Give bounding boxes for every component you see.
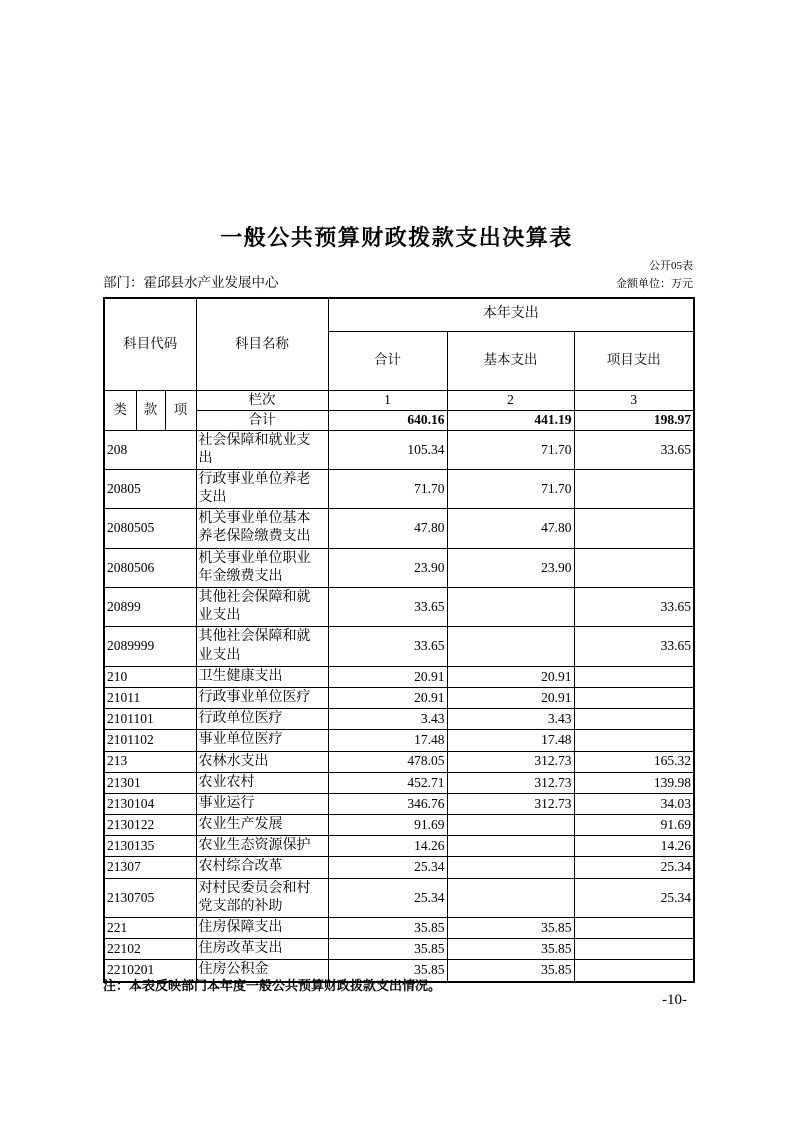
cell-project-expenditure: 34.03 [574,793,694,814]
table-row [104,730,694,751]
cell-project-expenditure [574,666,694,687]
header-subject-code: 科目代码 [104,298,196,390]
department-label: 部门：霍邱县水产业发展中心 [103,275,279,290]
cell-project-expenditure [574,548,694,587]
page-number: -10- [662,992,687,1008]
cell-project-expenditure [574,469,694,508]
cell-subject-code: 20899 [104,588,196,627]
cell-subject-code: 213 [104,751,196,772]
table-body [104,430,694,982]
header-column-row-label: 栏次 [196,390,328,410]
cell-project-expenditure [574,730,694,751]
table-row [104,918,694,939]
cell-basic-expenditure [447,857,574,878]
cell-basic-expenditure [447,836,574,857]
cell-subject-name: 机关事业单位职业年金缴费支出 [196,548,328,587]
column-number-2: 2 [447,390,574,410]
table-row [104,878,694,917]
table-row [104,687,694,708]
cell-total: 346.76 [328,793,447,814]
cell-subject-name: 事业运行 [196,793,328,814]
cell-subject-code: 2101101 [104,709,196,730]
cell-basic-expenditure: 47.80 [447,509,574,548]
table-note: 注：本表反映部门本年度一般公共预算财政拨款支出情况。 [103,978,442,993]
cell-subject-code: 2130104 [104,793,196,814]
total-row-total: 640.16 [328,410,447,430]
cell-subject-code: 21307 [104,857,196,878]
cell-subject-code: 2130122 [104,815,196,836]
cell-subject-name: 其他社会保障和就业支出 [196,627,328,666]
cell-basic-expenditure: 312.73 [447,793,574,814]
header-project-expenditure: 项目支出 [574,331,694,390]
form-code-label: 公开05表 [649,260,693,272]
expenditure-table [103,297,695,983]
cell-basic-expenditure [447,878,574,917]
cell-subject-code: 2080506 [104,548,196,587]
cell-project-expenditure [574,687,694,708]
cell-project-expenditure: 33.65 [574,627,694,666]
cell-total: 35.85 [328,918,447,939]
cell-total: 23.90 [328,548,447,587]
total-row-basic: 441.19 [447,410,574,430]
meta-row [103,271,693,291]
cell-project-expenditure [574,709,694,730]
column-number-1: 1 [328,390,447,410]
cell-subject-name: 农业生态资源保护 [196,836,328,857]
cell-total: 35.85 [328,939,447,960]
total-row-project: 198.97 [574,410,694,430]
cell-subject-name: 农业农村 [196,772,328,793]
cell-subject-name: 行政事业单位医疗 [196,687,328,708]
cell-basic-expenditure [447,815,574,836]
cell-total: 17.48 [328,730,447,751]
table-row [104,815,694,836]
cell-subject-name: 行政单位医疗 [196,709,328,730]
cell-project-expenditure: 14.26 [574,836,694,857]
table-row [104,857,694,878]
cell-project-expenditure: 91.69 [574,815,694,836]
total-row-label: 合计 [196,410,328,430]
cell-subject-code: 2089999 [104,627,196,666]
cell-basic-expenditure [447,627,574,666]
table-row [104,666,694,687]
cell-subject-name: 事业单位医疗 [196,730,328,751]
cell-basic-expenditure: 20.91 [447,666,574,687]
cell-subject-name: 其他社会保障和就业支出 [196,588,328,627]
cell-total: 452.71 [328,772,447,793]
cell-subject-name: 农业生产发展 [196,815,328,836]
cell-total: 25.34 [328,878,447,917]
header-subject-name: 科目名称 [196,298,328,390]
cell-subject-code: 208 [104,430,196,469]
cell-basic-expenditure: 35.85 [447,918,574,939]
table-row [104,709,694,730]
cell-total: 71.70 [328,469,447,508]
table-row [104,588,694,627]
column-number-3: 3 [574,390,694,410]
cell-subject-code: 2130705 [104,878,196,917]
cell-total: 105.34 [328,430,447,469]
cell-subject-name: 农村综合改革 [196,857,328,878]
table-row [104,772,694,793]
cell-subject-code: 2130135 [104,836,196,857]
cell-basic-expenditure: 3.43 [447,709,574,730]
cell-subject-code: 2101102 [104,730,196,751]
cell-total: 478.05 [328,751,447,772]
cell-total: 20.91 [328,687,447,708]
table-row [104,939,694,960]
cell-project-expenditure: 33.65 [574,430,694,469]
table-row [104,793,694,814]
table-row [104,430,694,469]
cell-total: 33.65 [328,588,447,627]
header-fund: 款 [136,390,165,430]
cell-total: 33.65 [328,627,447,666]
cell-total: 20.91 [328,666,447,687]
cell-subject-code: 20805 [104,469,196,508]
cell-subject-name: 行政事业单位养老支出 [196,469,328,508]
cell-project-expenditure: 33.65 [574,588,694,627]
header-class: 类 [104,390,136,430]
header-basic-expenditure: 基本支出 [447,331,574,390]
table-row [104,509,694,548]
cell-subject-name: 机关事业单位基本养老保险缴费支出 [196,509,328,548]
cell-subject-name: 卫生健康支出 [196,666,328,687]
cell-total: 25.34 [328,857,447,878]
cell-subject-code: 221 [104,918,196,939]
cell-total: 47.80 [328,509,447,548]
cell-basic-expenditure: 71.70 [447,430,574,469]
cell-basic-expenditure: 71.70 [447,469,574,508]
cell-project-expenditure: 139.98 [574,772,694,793]
cell-project-expenditure: 25.34 [574,878,694,917]
cell-subject-name: 对村民委员会和村党支部的补助 [196,878,328,917]
cell-basic-expenditure [447,588,574,627]
cell-project-expenditure [574,939,694,960]
cell-basic-expenditure: 35.85 [447,939,574,960]
cell-project-expenditure: 25.34 [574,857,694,878]
cell-subject-name: 住房公积金 [196,960,328,982]
cell-total: 3.43 [328,709,447,730]
cell-basic-expenditure: 312.73 [447,751,574,772]
table-row [104,469,694,508]
header-current-year-expenditure: 本年支出 [328,298,694,331]
table-row [104,548,694,587]
cell-project-expenditure [574,509,694,548]
cell-subject-code: 2080505 [104,509,196,548]
cell-total: 91.69 [328,815,447,836]
cell-subject-code: 22102 [104,939,196,960]
cell-basic-expenditure: 312.73 [447,772,574,793]
cell-project-expenditure: 165.32 [574,751,694,772]
cell-basic-expenditure: 35.85 [447,960,574,982]
cell-basic-expenditure: 23.90 [447,548,574,587]
cell-subject-name: 住房保障支出 [196,918,328,939]
header-item: 项 [165,390,196,430]
cell-subject-name: 住房改革支出 [196,939,328,960]
cell-project-expenditure [574,918,694,939]
header-total: 合计 [328,331,447,390]
table-row [104,836,694,857]
cell-basic-expenditure: 20.91 [447,687,574,708]
page-title: 一般公共预算财政拨款支出决算表 [220,225,573,250]
cell-basic-expenditure: 17.48 [447,730,574,751]
cell-subject-name: 社会保障和就业支出 [196,430,328,469]
table-row [104,751,694,772]
cell-subject-code: 210 [104,666,196,687]
cell-subject-code: 2210201 [104,960,196,982]
cell-total: 14.26 [328,836,447,857]
cell-subject-name: 农林水支出 [196,751,328,772]
cell-total: 35.85 [328,960,447,982]
unit-label: 金额单位：万元 [616,278,693,290]
cell-subject-code: 21301 [104,772,196,793]
table-row [104,627,694,666]
cell-subject-code: 21011 [104,687,196,708]
